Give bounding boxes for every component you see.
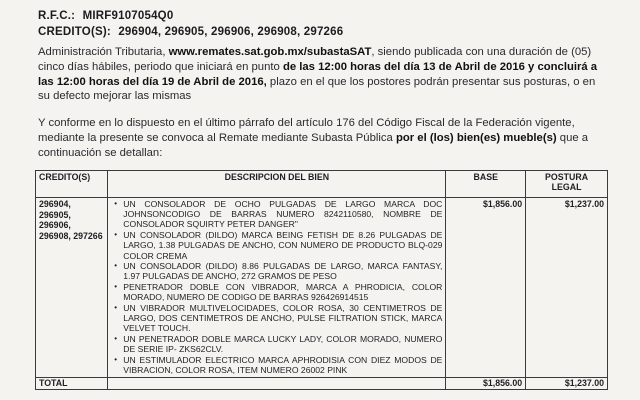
table-header-row [36, 171, 608, 198]
p2-bold: por el (los) bien(es) mueble(s) [395, 131, 557, 144]
header-postura: POSTURA LEGAL [526, 171, 608, 198]
list-item: • UN ESTIMULADOR ELECTRICO MARCA APHRODISIA CON DIEZ MODOS DE VIBRACION, COLOR ROSA, ITEM NUMERO 26002 PINK [123, 355, 442, 375]
creditos-label: CREDITO(S): [38, 26, 111, 38]
convocation-paragraph [38, 116, 610, 160]
auction-dates: de las 12:00 horas del día 13 de Abril de 2016 y concluirá a las 12:00 horas del día 19 de Abril de 2016, [38, 60, 598, 88]
list-item: • UN CONSOLADOR DE OCHO PULGADAS DE LARGO MARCA DOC JOHNSONCODIGO DE BARRAS NUMERO 8242110580, NOMBRE DE CONSOLADOR SQUIRTY PETER DANGER" [123, 199, 442, 230]
p2-text-2: que a continuación se detallan: [38, 131, 589, 159]
table-row [36, 198, 608, 378]
header-base: BASE [446, 171, 526, 198]
creditos-value: 296904, 296905, 296906, 296908, 297266 [118, 26, 344, 38]
p2-text-1: Y conforme en lo dispuesto en el último párrafo del artículo 176 del Código Fiscal de la Federación vigente, mediante la presente se convoca al Remate mediante Subasta Pública [38, 117, 575, 144]
rfc-line [38, 10, 173, 22]
rfc-label: R.F.C.: [38, 10, 76, 22]
creditos-line [38, 26, 343, 38]
auction-url: www.remates.sat.gob.mx/subastaSAT [168, 46, 372, 58]
p1-text-1: Administración Tributaria, [38, 46, 169, 58]
row-creditos-text: 296904, 296905, 296906, 296908, 297266 [39, 199, 103, 241]
list-item: • UN CONSOLADOR (DILDO) MARCA BEING FETISH DE 8.26 PULGADAS DE LARGO, 1.38 PULGADAS DE ANCHO, CON NUMERO DE PRODUCTO BLQ-029 COLOR CREMA [123, 230, 442, 261]
rfc-value: MIRF9107054Q0 [82, 10, 174, 22]
list-item: • UN PENETRADOR DOBLE MARCA LUCKY LADY, COLOR MORADO, NUMERO DE SERIE IP- ZKS62CLV. [123, 334, 442, 354]
list-item: • UN CONSOLADOR (DILDO) 8.86 PULGADAS DE LARGO, MARCA FANTASY, 1.97 PULGADAS DE ANCHO, 272 GRAMOS DE PESO [123, 261, 442, 281]
auction-period-paragraph [38, 45, 610, 104]
p1-text-2: , siendo publicada con una duración de (05) cinco días hábiles, periodo que iniciará en punto [38, 46, 592, 73]
p1-text-3: plazo en el que los postores podrán presentar sus posturas, o en su defecto mejorar las mismas [38, 75, 596, 103]
list-item: • UN VIBRADOR MULTIVELOCIDADES, COLOR ROSA, 30 CENTIMETROS DE LARGO, DOS CENTIMETROS DE ANCHO, PULSE FILTRATION STICK, MARCA VELVET TOUCH. [123, 303, 442, 334]
items-list [111, 199, 442, 375]
total-base: $1,856.00 [446, 377, 526, 389]
header-descripcion: DESCRIPCION DEL BIEN [108, 171, 446, 198]
total-empty [108, 377, 446, 389]
total-label: TOTAL [36, 377, 108, 389]
total-row [36, 377, 608, 389]
list-item: • PENETRADOR DOBLE CON VIBRADOR, MARCA A PHRODICIA, COLOR MORADO, NUMERO DE CODIGO DE BARRAS 926426914515 [123, 282, 442, 302]
row-creditos [36, 198, 108, 378]
goods-table [35, 170, 608, 390]
header-creditos: CREDITO(S) [36, 171, 108, 198]
row-base: $1,856.00 [446, 198, 526, 378]
row-descripcion [108, 198, 446, 378]
row-postura: $1,237.00 [526, 198, 608, 378]
total-postura: $1,237.00 [526, 377, 608, 389]
